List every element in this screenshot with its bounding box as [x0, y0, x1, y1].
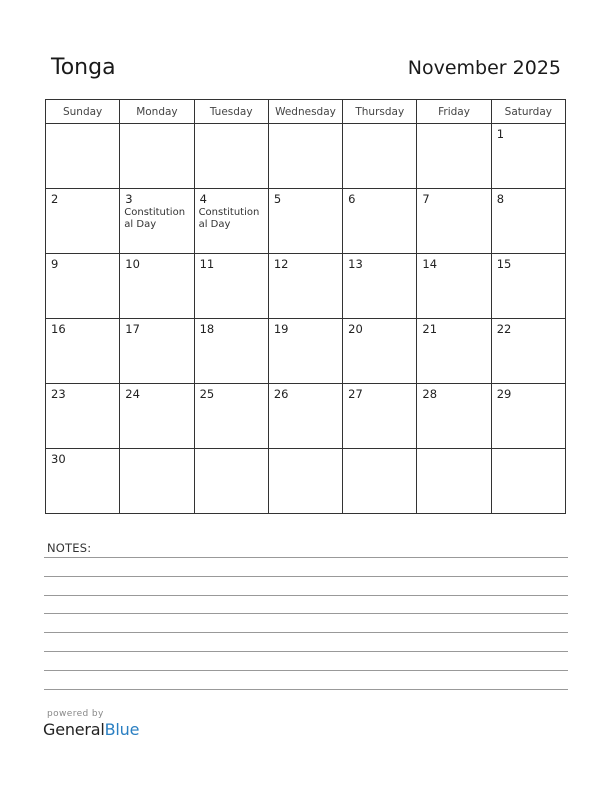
powered-by-text: powered by — [47, 709, 104, 719]
day-number: 17 — [125, 322, 140, 336]
day-cell — [491, 124, 565, 189]
day-cell — [491, 254, 565, 319]
notes-line — [44, 557, 568, 558]
day-number: 30 — [51, 452, 66, 466]
calendar-grid — [45, 99, 566, 514]
notes-line — [44, 651, 568, 652]
day-cell — [46, 254, 120, 319]
weekday-header: Monday — [120, 100, 194, 124]
notes-line — [44, 632, 568, 633]
week-row — [46, 449, 566, 514]
day-cell — [194, 384, 268, 449]
day-cell — [46, 449, 120, 514]
empty-day-cell — [120, 449, 194, 514]
weekday-header: Sunday — [46, 100, 120, 124]
day-number: 18 — [199, 322, 215, 336]
day-cell — [491, 384, 565, 449]
day-number: 25 — [199, 387, 215, 401]
day-cell — [417, 189, 491, 254]
day-cell — [120, 189, 194, 254]
day-cell — [417, 384, 491, 449]
week-row — [46, 124, 566, 189]
weekday-header-row — [46, 100, 566, 124]
notes-line — [44, 613, 568, 614]
weekday-header: Saturday — [491, 100, 565, 124]
day-number: 23 — [51, 387, 66, 401]
day-cell — [120, 254, 194, 319]
day-number: 19 — [273, 322, 289, 336]
day-cell — [268, 254, 342, 319]
day-number: 20 — [348, 322, 363, 336]
day-cell — [46, 384, 120, 449]
day-number: 14 — [422, 257, 438, 271]
day-cell — [46, 189, 120, 254]
day-number: 4 — [199, 192, 207, 206]
day-number: 16 — [51, 322, 66, 336]
day-number: 22 — [496, 322, 512, 336]
logo-general-text: General — [43, 720, 105, 739]
notes-line — [44, 595, 568, 596]
empty-day-cell — [417, 449, 491, 514]
day-number: 6 — [348, 192, 356, 206]
empty-day-cell — [491, 449, 565, 514]
day-cell — [343, 319, 417, 384]
day-number: 26 — [273, 387, 289, 401]
week-row — [46, 189, 566, 254]
week-row — [46, 254, 566, 319]
notes-label: NOTES: — [47, 541, 92, 555]
day-number: 5 — [273, 192, 282, 206]
day-number: 29 — [496, 387, 512, 401]
weekday-header: Tuesday — [194, 100, 268, 124]
day-cell — [120, 384, 194, 449]
weekday-header: Wednesday — [268, 100, 342, 124]
week-row — [46, 319, 566, 384]
day-number: 8 — [496, 192, 505, 206]
day-cell — [268, 189, 342, 254]
day-number: 9 — [51, 257, 59, 271]
country-title: Tonga — [51, 55, 116, 80]
day-cell — [343, 254, 417, 319]
day-number: 2 — [51, 192, 59, 206]
empty-day-cell — [194, 124, 268, 189]
holiday-label: Constitutional Day — [198, 207, 260, 230]
empty-day-cell — [194, 449, 268, 514]
day-number: 27 — [348, 387, 363, 401]
day-cell — [491, 319, 565, 384]
day-cell — [417, 254, 491, 319]
day-cell — [46, 319, 120, 384]
logo-blue-text: Blue — [104, 720, 140, 739]
day-number: 13 — [348, 257, 363, 271]
empty-day-cell — [268, 124, 342, 189]
day-number: 21 — [422, 322, 438, 336]
holiday-label: Constitutional Day — [124, 207, 186, 230]
day-cell — [343, 384, 417, 449]
notes-line — [44, 689, 568, 690]
day-cell — [194, 189, 268, 254]
day-cell — [120, 319, 194, 384]
day-cell — [268, 384, 342, 449]
day-number: 10 — [125, 257, 140, 271]
day-cell — [268, 319, 342, 384]
day-number: 7 — [422, 192, 430, 206]
empty-day-cell — [343, 124, 417, 189]
day-number: 12 — [273, 257, 289, 271]
generalblue-logo — [43, 720, 139, 739]
day-cell — [194, 254, 268, 319]
day-number: 28 — [422, 387, 438, 401]
empty-day-cell — [120, 124, 194, 189]
day-cell — [417, 319, 491, 384]
notes-line — [44, 670, 568, 671]
day-number: 15 — [496, 257, 512, 271]
empty-day-cell — [46, 124, 120, 189]
day-number: 1 — [496, 127, 505, 141]
month-year-title: November 2025 — [407, 57, 561, 79]
weekday-header: Thursday — [343, 100, 417, 124]
empty-day-cell — [343, 449, 417, 514]
day-cell — [491, 189, 565, 254]
empty-day-cell — [417, 124, 491, 189]
empty-day-cell — [268, 449, 342, 514]
week-row — [46, 384, 566, 449]
notes-line — [44, 576, 568, 577]
day-cell — [194, 319, 268, 384]
weekday-header: Friday — [417, 100, 491, 124]
day-number: 24 — [125, 387, 140, 401]
day-number: 11 — [199, 257, 215, 271]
day-cell — [343, 189, 417, 254]
day-number: 3 — [125, 192, 133, 206]
